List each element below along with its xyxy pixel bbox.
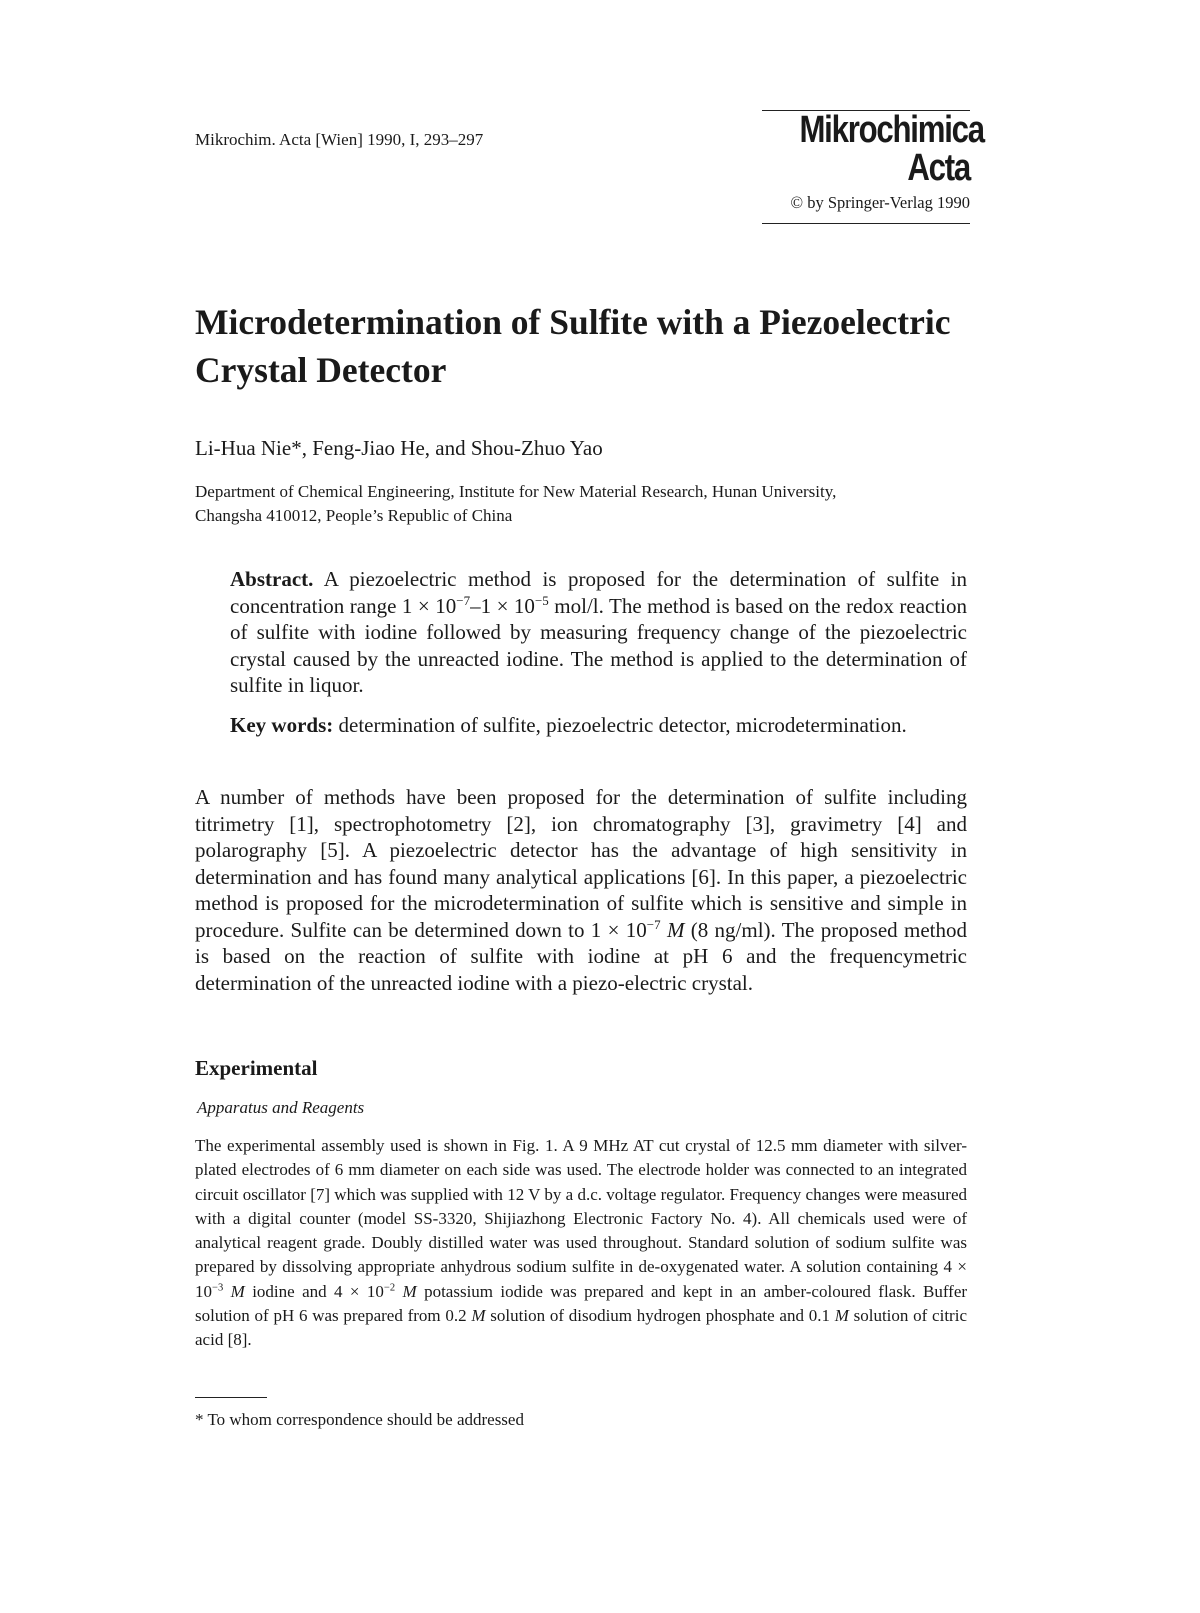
affiliation-line-1: Department of Chemical Engineering, Institute for New Material Research, Hunan University, xyxy=(195,482,837,501)
author-list: Li-Hua Nie*, Feng-Jiao He, and Shou-Zhuo Yao xyxy=(195,436,603,460)
body-text: solution of disodium hydrogen phosphate and 0.1 xyxy=(485,1306,835,1326)
body-unit: M xyxy=(230,1281,245,1301)
abstract-text: A piezoelectric method is proposed for the determination of sulfite in concentration range 1 × 10 xyxy=(230,567,967,618)
journal-citation: Mikrochim. Acta [Wien] 1990, I, 293–297 xyxy=(195,130,484,149)
footnote: * To whom correspondence should be addressed xyxy=(195,1410,524,1429)
journal-logo-line2: Acta xyxy=(907,147,970,189)
abstract-text: –1 × 10 xyxy=(470,593,535,618)
intro-text: A number of methods have been proposed for the determination of sulfite including titrimetry [1], spectrophotometry [2], ion chromatography [3], gravimetry [4] and polarography [5]. A piezoelectric detector has the advantage of high sensitivity in determination and has found many analytical applications [6]. In this paper, a piezoelectric method is proposed for the microdetermination of sulfite which is sensitive and simple in procedure. Sulfite can be determined down to 1 × 10 xyxy=(195,785,967,942)
experimental-paragraph xyxy=(195,1134,967,1353)
keywords xyxy=(230,712,967,739)
body-unit: M xyxy=(471,1306,486,1326)
body-text: iodine and 4 × 10 xyxy=(244,1281,384,1301)
body-text: The experimental assembly used is shown in Fig. 1. A 9 MHz AT cut crystal of 12.5 mm diameter with silver-plated electrodes of 6 mm diameter on each side was used. The electrode holder was connected to an integrated circuit oscillator [7] which was supplied with 12 V by a d.c. voltage regulator. Frequency changes were measured with a digital counter (model SS-3320, Shijiazhong Electronic Factory No. 4). All chemicals used were of analytical reagent grade. Doubly distilled water was used throughout. Standard solution of sodium sulfite was prepared by dissolving appropriate anhydrous sodium sulfite in de-oxygenated water. A solution containing 4 × 10 xyxy=(195,1136,967,1301)
abstract-exponent: −7 xyxy=(456,592,471,608)
body-exponent: −2 xyxy=(383,1282,396,1294)
body-text: potassium iodide was prepared and kept in an amber-coloured flask. Buffer solution of pH 6 was prepared from 0.2 xyxy=(195,1281,968,1326)
intro-text: (8 ng/ml). The proposed method is based on the reaction of sulfite with iodine at pH 6 and the frequencymetric determination of the unreacted iodine with a piezo-electric crystal. xyxy=(195,917,967,995)
abstract-text: mol/l. The method is based on the redox reaction of sulfite with iodine followed by measuring frequency change of the piezoelectric crystal caused by the unreacted iodine. The method is applied to the determination of sulfite in liquor. xyxy=(230,593,968,697)
abstract xyxy=(230,566,967,699)
journal-logo-line1: Mikrochimica xyxy=(799,109,984,151)
body-exponent: −3 xyxy=(212,1282,224,1294)
keywords-label: Key words: xyxy=(230,713,334,737)
body-text: solution of citric acid [8]. xyxy=(195,1306,967,1350)
section-heading-experimental: Experimental xyxy=(195,1056,318,1080)
body-unit: M xyxy=(402,1281,417,1301)
title-line-1: Microdetermination of Sulfite with a Piezoelectric xyxy=(195,302,951,342)
intro-unit: M xyxy=(666,917,685,942)
introduction-paragraph xyxy=(195,784,967,996)
title-line-2: Crystal Detector xyxy=(195,350,447,390)
affiliation-line-2: Changsha 410012, People’s Republic of China xyxy=(195,506,513,525)
keywords-text: determination of sulfite, piezoelectric detector, microdetermination. xyxy=(333,713,907,737)
intro-exponent: −7 xyxy=(646,916,661,932)
footnote-divider xyxy=(195,1397,267,1398)
article-title xyxy=(195,298,985,394)
body-unit: M xyxy=(834,1306,849,1326)
journal-logo-block xyxy=(762,109,984,224)
affiliation xyxy=(195,480,975,528)
subsection-heading: Apparatus and Reagents xyxy=(197,1098,365,1117)
abstract-exponent: −5 xyxy=(534,592,549,608)
copyright-notice: © by Springer-Verlag 1990 xyxy=(790,193,970,212)
abstract-label: Abstract. xyxy=(230,567,314,591)
